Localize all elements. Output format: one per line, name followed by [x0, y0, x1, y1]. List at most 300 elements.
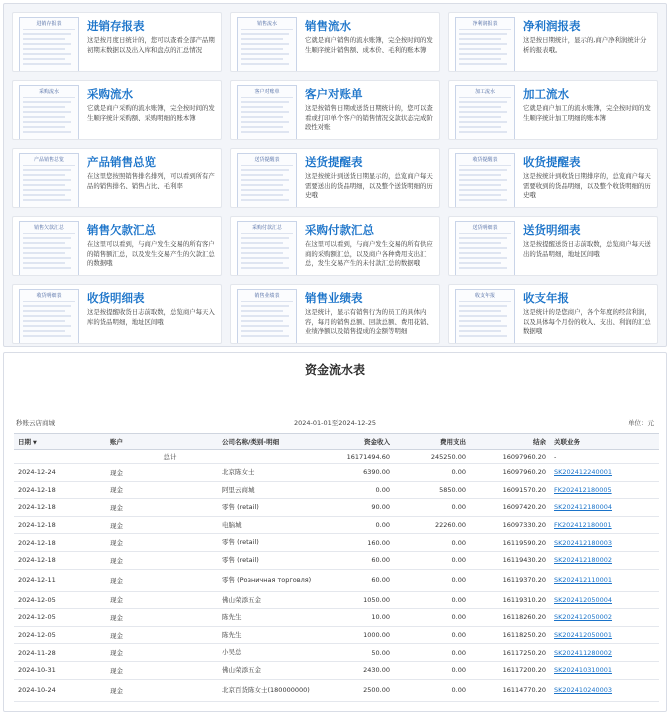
thumbnail-line: [459, 310, 501, 312]
column-header-account: 账户: [106, 434, 218, 450]
thumbnail-line: [241, 38, 283, 40]
cell-company: 零售 (retail): [218, 499, 326, 517]
thumbnail-line: [241, 43, 289, 45]
thumbnail-line: [241, 48, 283, 50]
report-card-description: 这是按统计到收货日期排序的，总览商户每天需要收到的货品明细，以及整个收货明细的历史哦: [523, 172, 651, 199]
cell-income: 6390.00: [326, 464, 394, 482]
report-card-title[interactable]: 销售业绩表: [305, 291, 363, 305]
report-card-description: 这是统计的是您商户，各个年度的经营利润，以及具体每个月份的收入、支出、利润的汇总数据哦: [523, 308, 651, 335]
cell-account: 现金: [106, 644, 218, 662]
cell-company: 佛山荣添五金: [218, 661, 326, 679]
thumbnail-title: 客户对账单: [241, 88, 293, 98]
cell-company: 零售 (retail): [218, 534, 326, 552]
report-card-body: [515, 155, 651, 201]
thumbnail-line: [23, 38, 65, 40]
cell-balance: 16114770.20: [470, 679, 550, 701]
thumbnail-title: 送货提醒表: [241, 156, 293, 166]
thumbnail-line: [459, 43, 507, 45]
cell-expense: 0.00: [394, 679, 470, 701]
cell-company: 北京陈女士: [218, 464, 326, 482]
cell-date: 2024-12-05: [14, 609, 106, 627]
report-card-title[interactable]: 送货明细表: [523, 223, 581, 237]
report-card-body: [79, 155, 215, 201]
table-row: [14, 569, 659, 591]
total-expense: 245250.00: [394, 450, 470, 464]
related-business-link[interactable]: SK202412180004: [550, 499, 659, 517]
thumbnail-line: [459, 184, 501, 186]
thumbnail-line: [23, 262, 65, 264]
cell-expense: 0.00: [394, 534, 470, 552]
report-thumbnail: [455, 221, 515, 276]
report-card-title[interactable]: 销售流水: [305, 19, 351, 33]
report-card-body: [79, 223, 215, 269]
report-card[interactable]: [448, 80, 658, 140]
thumbnail-line: [241, 320, 283, 322]
thumbnail-line: [241, 106, 283, 108]
thumbnail-line: [241, 131, 289, 133]
report-card-body: [79, 19, 215, 65]
report-card-description: 这是按统计到送货日期显示的，总览商户每天需要送出的货品明细，以及整个送货明细的历史哦: [305, 172, 433, 199]
thumbnail-line: [23, 310, 65, 312]
report-card-description: 这是按提醒送货日志前取数，总览商户每天送出的货品明细，地址区间哦: [523, 240, 651, 258]
related-business-link[interactable]: SK202412050002: [550, 609, 659, 627]
cell-income: 60.00: [326, 569, 394, 591]
thumbnail-line: [241, 174, 283, 176]
table-header-row: [14, 434, 659, 450]
cell-date: 2024-12-05: [14, 626, 106, 644]
thumbnail-line: [459, 58, 501, 60]
report-card[interactable]: [230, 12, 440, 72]
cash-flow-report: [3, 352, 667, 712]
cell-balance: 16119430.20: [470, 551, 550, 569]
report-card-description: 这是统计，显示有销售行为的员工的具体内容，每月的销售总额、回款总额、费用花销、业绩净额以及销售提成的金额等明细: [305, 308, 433, 335]
related-business-link[interactable]: SK202412180003: [550, 534, 659, 552]
thumbnail-line: [23, 199, 71, 201]
total-label: 总计: [14, 450, 326, 464]
report-card[interactable]: [230, 148, 440, 208]
report-card-title[interactable]: 产品销售总览: [87, 155, 156, 169]
thumbnail-line: [241, 242, 283, 244]
thumbnail-line: [459, 106, 501, 108]
report-card-body: [515, 223, 651, 269]
cell-company: 零售 (Розничная торговля): [218, 569, 326, 591]
thumbnail-title: 采购流水: [23, 88, 75, 98]
thumbnail-line: [23, 111, 71, 113]
report-card-description: 它就是商户销售的流水账簿，完全按时间的发生顺序统计销售额、成本价、毛利的账本簿: [305, 36, 433, 54]
thumbnail-line: [23, 33, 71, 35]
thumbnail-title: 收货提醒表: [459, 156, 511, 166]
thumbnail-line: [459, 335, 507, 337]
thumbnail-line: [459, 330, 501, 332]
cell-date: 2024-12-11: [14, 569, 106, 591]
report-card[interactable]: [230, 284, 440, 344]
report-card-title[interactable]: 销售欠款汇总: [87, 223, 156, 237]
related-business-link[interactable]: SK202412180002: [550, 551, 659, 569]
cell-company: 阿里云商城: [218, 481, 326, 499]
cell-date: 2024-12-18: [14, 481, 106, 499]
cell-date: 2024-11-28: [14, 644, 106, 662]
thumbnail-line: [241, 58, 283, 60]
cell-company: 陈先生: [218, 626, 326, 644]
thumbnail-title: 送货明细表: [459, 224, 511, 234]
thumbnail-title: 产品销售总览: [23, 156, 75, 166]
report-card[interactable]: [12, 12, 222, 72]
total-income: 16171494.60: [326, 450, 394, 464]
thumbnail-title: 收货明细表: [23, 292, 75, 302]
thumbnail-line: [23, 320, 65, 322]
report-card[interactable]: [12, 216, 222, 276]
cell-expense: 0.00: [394, 464, 470, 482]
cell-balance: 16117200.20: [470, 661, 550, 679]
thumbnail-line: [241, 184, 283, 186]
thumbnail-line: [23, 247, 71, 249]
total-related: -: [550, 450, 659, 464]
report-card-title[interactable]: 采购流水: [87, 87, 133, 101]
report-gallery: [3, 3, 667, 347]
report-card[interactable]: [448, 12, 658, 72]
cell-income: 1050.00: [326, 591, 394, 609]
thumbnail-line: [241, 247, 289, 249]
cell-account: 现金: [106, 499, 218, 517]
cell-account: 现金: [106, 516, 218, 534]
report-thumbnail: [19, 153, 79, 208]
report-card[interactable]: [448, 284, 658, 344]
report-thumbnail: [237, 153, 297, 208]
thumbnail-line: [459, 247, 507, 249]
thumbnail-line: [241, 252, 283, 254]
cell-account: 现金: [106, 464, 218, 482]
thumbnail-line: [23, 184, 65, 186]
thumbnail-line: [241, 330, 283, 332]
thumbnail-title: 进销存报表: [23, 20, 75, 30]
report-card[interactable]: [12, 80, 222, 140]
related-business-link[interactable]: SK202412240001: [550, 464, 659, 482]
thumbnail-line: [459, 111, 507, 113]
thumbnail-line: [459, 63, 507, 65]
thumbnail-title: 净利润报表: [459, 20, 511, 30]
thumbnail-line: [459, 305, 507, 307]
thumbnail-line: [23, 106, 65, 108]
thumbnail-line: [241, 315, 289, 317]
thumbnail-line: [241, 262, 283, 264]
thumbnail-line: [23, 101, 71, 103]
thumbnail-line: [23, 126, 65, 128]
total-balance: 16097960.20: [470, 450, 550, 464]
thumbnail-line: [241, 237, 289, 239]
thumbnail-line: [241, 169, 289, 171]
table-row: [14, 551, 659, 569]
thumbnail-title: 销售流水: [241, 20, 293, 30]
report-thumbnail: [237, 17, 297, 72]
thumbnail-line: [23, 48, 65, 50]
report-card-body: [515, 291, 651, 337]
report-thumbnail: [19, 289, 79, 344]
thumbnail-line: [241, 126, 283, 128]
cell-income: 0.00: [326, 516, 394, 534]
cell-company: 佛山荣添五金: [218, 591, 326, 609]
report-thumbnail: [455, 153, 515, 208]
thumbnail-line: [241, 116, 283, 118]
sort-down-icon[interactable]: ▼: [33, 440, 37, 446]
thumbnail-line: [23, 131, 71, 133]
thumbnail-line: [459, 315, 507, 317]
cell-date: 2024-12-18: [14, 534, 106, 552]
report-card-description: 在这里您按照销售排名排列，可以看到所有产品的销售排名、销售占比、毛利率: [87, 172, 215, 190]
thumbnail-line: [459, 267, 507, 269]
cell-account: 现金: [106, 609, 218, 627]
report-thumbnail: [237, 289, 297, 344]
thumbnail-line: [23, 267, 71, 269]
report-card-description: 它就是商户加工的流水账簿，完全按时间的发生顺序统计加工明细的账本簿: [523, 104, 651, 122]
cell-account: 现金: [106, 551, 218, 569]
thumbnail-line: [241, 33, 289, 35]
thumbnail-title: 采购付款汇总: [241, 224, 293, 234]
related-business-link[interactable]: SK202410310001: [550, 661, 659, 679]
thumbnail-line: [23, 53, 71, 55]
cell-account: 现金: [106, 534, 218, 552]
related-business-link[interactable]: SK202412050001: [550, 626, 659, 644]
cell-company: 北京百货陈女士(180000000): [218, 679, 326, 701]
report-card-description: 在这里可以看到，与商户发生交易的所有供应商的采购额汇总，以及商户各种费用支出汇总，发生交易产生的未付款汇总的数据哦: [305, 240, 433, 267]
cell-income: 2430.00: [326, 661, 394, 679]
table-row: [14, 626, 659, 644]
thumbnail-line: [459, 320, 501, 322]
thumbnail-line: [459, 189, 507, 191]
cell-expense: 0.00: [394, 609, 470, 627]
thumbnail-line: [23, 194, 65, 196]
cell-expense: 0.00: [394, 626, 470, 644]
related-business-link[interactable]: SK202412050004: [550, 591, 659, 609]
table-row: [14, 644, 659, 662]
thumbnail-title: 销售欠款汇总: [23, 224, 75, 234]
cell-company: 电脑城: [218, 516, 326, 534]
report-card-grid: [12, 12, 658, 344]
thumbnail-line: [23, 325, 71, 327]
thumbnail-line: [241, 267, 289, 269]
thumbnail-line: [241, 325, 289, 327]
cell-date: 2024-12-18: [14, 516, 106, 534]
cell-expense: 0.00: [394, 551, 470, 569]
thumbnail-line: [241, 189, 289, 191]
thumbnail-line: [459, 257, 507, 259]
thumbnail-line: [459, 199, 507, 201]
thumbnail-line: [23, 169, 71, 171]
thumbnail-line: [23, 116, 65, 118]
report-card-body: [515, 19, 651, 65]
thumbnail-line: [241, 111, 289, 113]
thumbnail-title: 销售业绩表: [241, 292, 293, 302]
table-row: [14, 534, 659, 552]
thumbnail-line: [459, 126, 501, 128]
thumbnail-line: [23, 242, 65, 244]
thumbnail-line: [459, 101, 507, 103]
table-row: [14, 499, 659, 517]
thumbnail-line: [459, 179, 507, 181]
report-card[interactable]: [230, 80, 440, 140]
thumbnail-line: [241, 63, 289, 65]
report-card-title[interactable]: 进销存报表: [87, 19, 145, 33]
thumbnail-line: [23, 252, 65, 254]
thumbnail-line: [459, 252, 501, 254]
cell-account: 现金: [106, 679, 218, 701]
cell-balance: 16097330.20: [470, 516, 550, 534]
report-card-title[interactable]: 收货明细表: [87, 291, 145, 305]
thumbnail-line: [459, 262, 501, 264]
cell-expense: 0.00: [394, 499, 470, 517]
column-header-date[interactable]: 日期 ▼: [14, 434, 106, 450]
cell-income: 60.00: [326, 551, 394, 569]
thumbnail-line: [23, 237, 71, 239]
cell-expense: 5850.00: [394, 481, 470, 499]
cell-income: 2500.00: [326, 679, 394, 701]
table-row: [14, 661, 659, 679]
total-row: [14, 450, 659, 464]
report-card-title[interactable]: 净利润报表: [523, 19, 581, 33]
report-thumbnail: [19, 17, 79, 72]
report-card-description: 这是按提醒收货日志前取数，总览商户每天入库的货品明细，地址区间哦: [87, 308, 215, 326]
report-card-description: 这是按日期统计，显示的,商户净利润统计分析的报表哦。: [523, 36, 647, 54]
cell-income: 0.00: [326, 481, 394, 499]
thumbnail-title: 收支年报: [459, 292, 511, 302]
report-card[interactable]: [448, 216, 658, 276]
thumbnail-line: [459, 169, 507, 171]
column-header-income: 资金收入: [326, 434, 394, 450]
thumbnail-line: [459, 38, 501, 40]
cell-expense: 0.00: [394, 644, 470, 662]
related-business-link[interactable]: SK202412110001: [550, 569, 659, 591]
cell-balance: 16119310.20: [470, 591, 550, 609]
thumbnail-line: [459, 194, 501, 196]
thumbnail-line: [241, 310, 283, 312]
cell-income: 50.00: [326, 644, 394, 662]
thumbnail-line: [23, 315, 71, 317]
report-card-title[interactable]: 收支年报: [523, 291, 569, 305]
cash-flow-table: [14, 433, 659, 702]
thumbnail-line: [459, 33, 507, 35]
cell-account: 现金: [106, 626, 218, 644]
cell-account: 现金: [106, 661, 218, 679]
column-header-company: 公司名称/类别-明细: [218, 434, 326, 450]
report-card-title[interactable]: 送货提醒表: [305, 155, 363, 169]
table-row: [14, 679, 659, 701]
column-header-balance: 结余: [470, 434, 550, 450]
report-card[interactable]: [448, 148, 658, 208]
report-card[interactable]: [12, 148, 222, 208]
cell-date: 2024-12-18: [14, 499, 106, 517]
thumbnail-line: [23, 330, 65, 332]
report-card-title[interactable]: 加工流水: [523, 87, 569, 101]
unit-label: 单位：元: [628, 419, 654, 427]
thumbnail-line: [23, 121, 71, 123]
thumbnail-line: [241, 335, 289, 337]
cell-account: 现金: [106, 481, 218, 499]
cell-balance: 16097960.20: [470, 464, 550, 482]
table-row: [14, 464, 659, 482]
report-card-body: [297, 155, 433, 201]
report-thumbnail: [455, 85, 515, 140]
report-thumbnail: [455, 17, 515, 72]
thumbnail-title: 加工流水: [459, 88, 511, 98]
report-card-body: [297, 291, 433, 337]
report-card-body: [79, 87, 215, 133]
column-header-expense: 费用支出: [394, 434, 470, 450]
related-business-link[interactable]: FK202412180001: [550, 516, 659, 534]
thumbnail-line: [459, 237, 507, 239]
report-card-body: [79, 291, 215, 337]
report-card-body: [297, 19, 433, 65]
thumbnail-line: [23, 257, 71, 259]
thumbnail-line: [459, 325, 507, 327]
report-thumbnail: [237, 85, 297, 140]
cell-company: 陈先生: [218, 609, 326, 627]
thumbnail-line: [23, 189, 71, 191]
thumbnail-line: [23, 58, 65, 60]
cell-company: 小吴总: [218, 644, 326, 662]
report-card[interactable]: [12, 284, 222, 344]
cell-account: 现金: [106, 569, 218, 591]
cell-company: 零售 (retail): [218, 551, 326, 569]
thumbnail-line: [241, 305, 289, 307]
thumbnail-line: [23, 43, 71, 45]
cell-expense: 0.00: [394, 591, 470, 609]
thumbnail-line: [241, 101, 289, 103]
cell-expense: 0.00: [394, 569, 470, 591]
thumbnail-line: [241, 257, 289, 259]
report-thumbnail: [19, 221, 79, 276]
cell-income: 160.00: [326, 534, 394, 552]
thumbnail-line: [23, 63, 71, 65]
column-header-related: 关联业务: [550, 434, 659, 450]
report-title: 资金流水表: [304, 363, 365, 377]
report-card-body: [515, 87, 651, 133]
cell-date: 2024-12-05: [14, 591, 106, 609]
thumbnail-line: [459, 131, 507, 133]
thumbnail-line: [459, 121, 507, 123]
table-row: [14, 609, 659, 627]
report-card-body: [297, 87, 433, 133]
thumbnail-line: [23, 174, 65, 176]
report-card-title[interactable]: 客户对账单: [305, 87, 363, 101]
report-card-description: 这是按月度日统计的，您可以查看全部产品期初期末数据以及出入库和盘点的汇总情况: [87, 36, 215, 54]
report-thumbnail: [237, 221, 297, 276]
cell-date: 2024-12-24: [14, 464, 106, 482]
report-card-body: [297, 223, 433, 269]
cell-expense: 0.00: [394, 661, 470, 679]
cell-date: 2024-10-31: [14, 661, 106, 679]
related-business-link[interactable]: SK202410240003: [550, 679, 659, 701]
thumbnail-line: [241, 199, 289, 201]
report-card[interactable]: [230, 216, 440, 276]
cell-account: 现金: [106, 591, 218, 609]
related-business-link[interactable]: SK202411280002: [550, 644, 659, 662]
cell-income: 90.00: [326, 499, 394, 517]
cell-date: 2024-10-24: [14, 679, 106, 701]
report-card-title[interactable]: 采购付款汇总: [305, 223, 374, 237]
thumbnail-line: [241, 194, 283, 196]
report-card-description: 它就是商户采购的流水账簿，完全按时间的发生顺序统计采购额、采购明细的账本簿: [87, 104, 215, 122]
thumbnail-line: [459, 116, 501, 118]
report-period: 2024-01-01至2024-12-25: [293, 419, 377, 427]
cell-income: 1000.00: [326, 626, 394, 644]
store-name: 秒账云店商城: [16, 419, 55, 427]
cell-balance: 16119590.20: [470, 534, 550, 552]
table-row: [14, 516, 659, 534]
cell-balance: 16118250.20: [470, 626, 550, 644]
thumbnail-line: [241, 179, 289, 181]
report-card-title[interactable]: 收货提醒表: [523, 155, 581, 169]
related-business-link[interactable]: FK202412180005: [550, 481, 659, 499]
cell-balance: 16118260.20: [470, 609, 550, 627]
